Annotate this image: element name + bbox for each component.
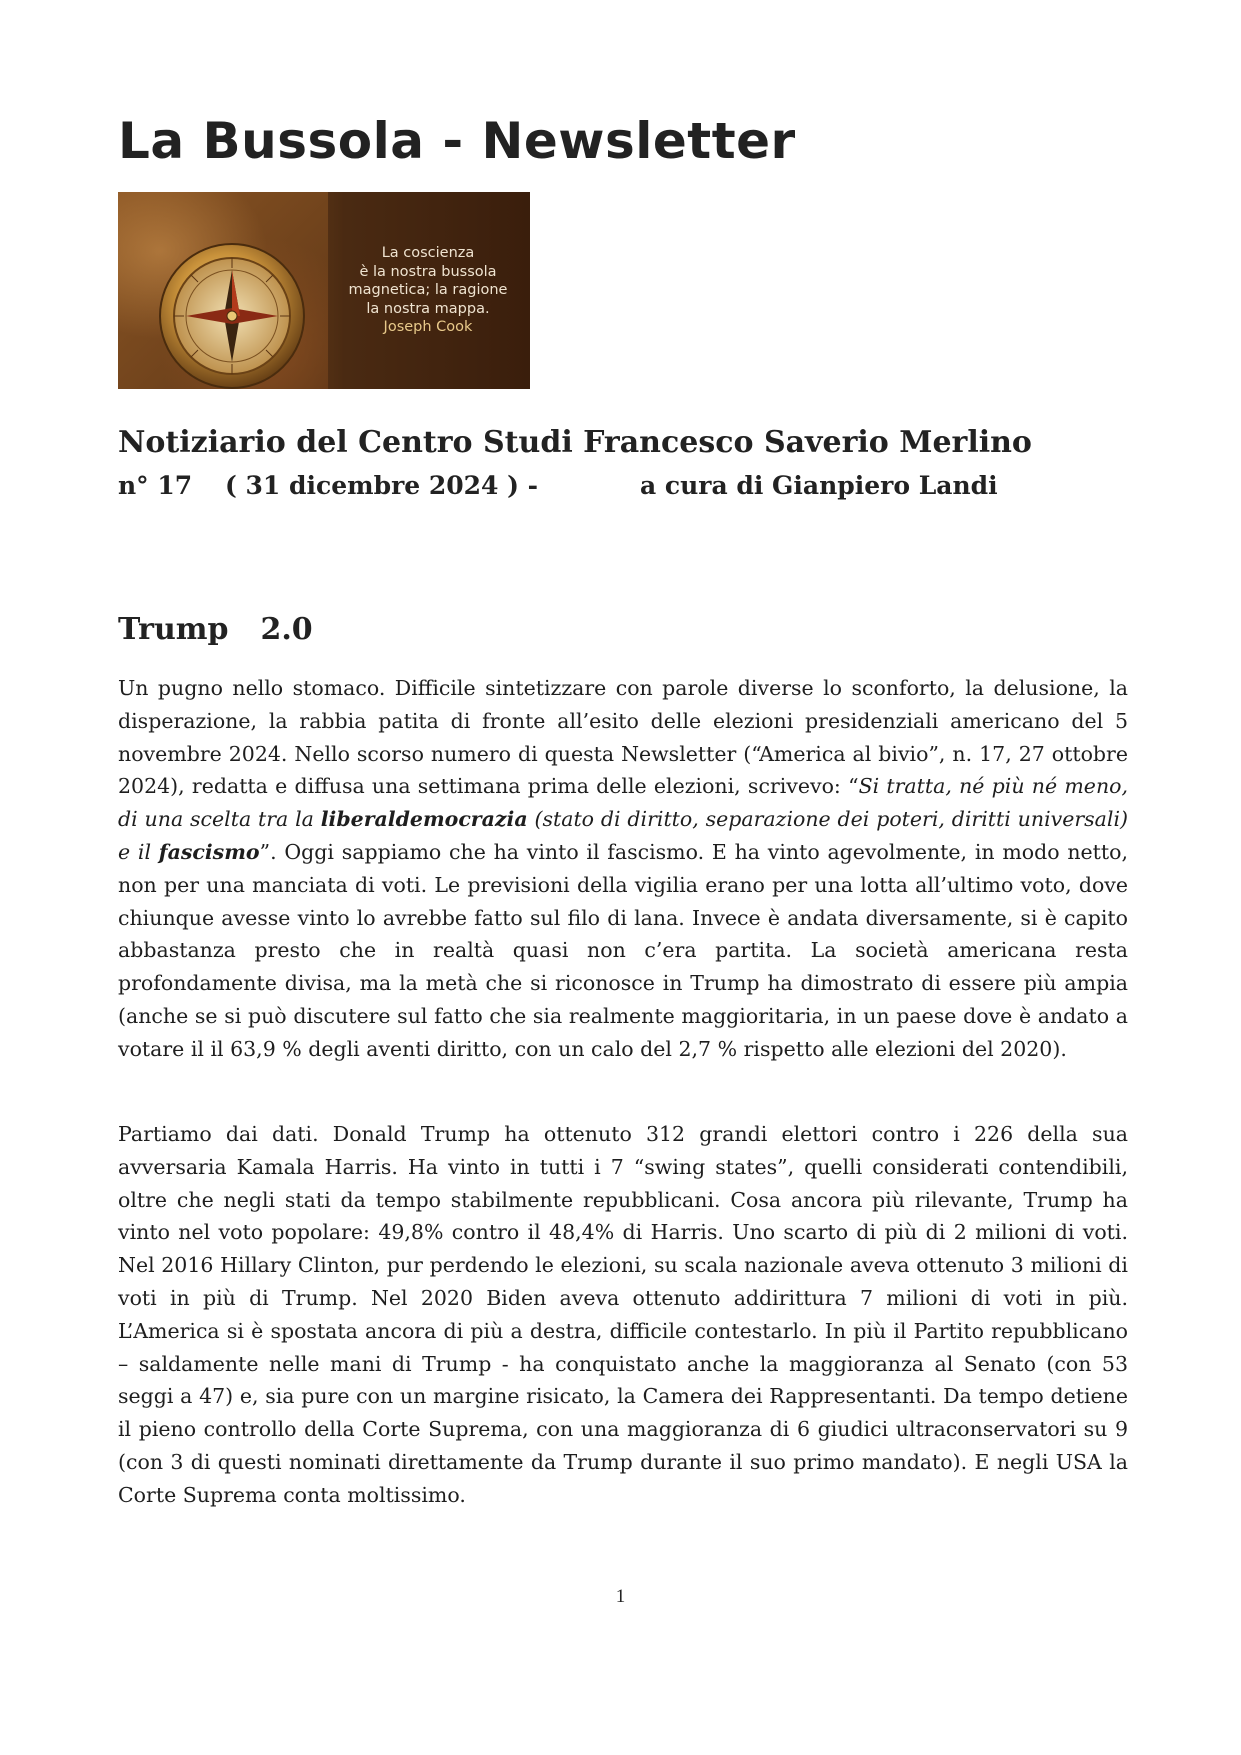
quote-line: la nostra mappa. (366, 300, 490, 317)
article-paragraph: Partiamo dai dati. Donald Trump ha ottenuto 312 grandi elettori contro i 226 della sua avversaria Kamala Harris. Ha vinto in tutti i 7 “swing states”, quelli considerati contendibili, oltre che negli stati da tempo stabilmente repubblicani. Cosa ancora più rilevante, Trump ha vinto nel voto popolare: 49,8% contro il 48,4% di Harris. Uno scarto di più di 2 milioni di voti. Nel 2016 Hillary Clinton, pur perdendo le elezioni, su scala nazionale aveva ottenuto 3 milioni di voti in più di Trump. Nel 2020 Biden aveva ottenuto addirittura 7 milioni di voti in più. L’America si è spostata ancora di più a destra, difficile contestarlo. In più il Partito repubblicano – saldamente nelle mani di Trump - ha conquistato anche la maggioranza al Senato (con 53 seggi a 47) e, sia pure con un margine risicato, la Camera dei Rappresentanti. Da tempo detiene il pieno controllo della Corte Suprema, con una maggioranza di 6 giudici ultraconservatori su 9 (con 3 di questi nominati direttamente da Trump durante il suo primo mandato). E negli USA la Corte Suprema conta moltissimo. (118, 1122, 1128, 1507)
banner-quote (344, 244, 512, 337)
quote-line: è la nostra bussola (359, 263, 497, 280)
page-number: 1 (615, 1586, 626, 1607)
issue-date: ( 31 dicembre 2024 ) - (225, 471, 539, 500)
quote-author: Joseph Cook (383, 319, 473, 335)
editor-credit: a cura di Gianpiero Landi (640, 471, 998, 500)
organization-heading: Notiziario del Centro Studi Francesco Saverio Merlino (118, 425, 1032, 460)
quote-line: La coscienza (381, 245, 475, 261)
paragraph-text: Un pugno nello stomaco. Difficile sintetizzare con parole diverse lo sconforto, la delusione, la disperazione, la rabbia patita di fronte all’esito delle elezioni presidenziali americano del 5 novembre 2024. Nello scorso numero di questa Newsletter (“America al bivio”, n. 17, 27 ottobre 2024), redatta e diffusa una settimana prima delle elezioni, scrivevo: “ (118, 676, 1128, 799)
emphasis-text: fascismo (158, 839, 260, 864)
article-title (118, 612, 313, 647)
article-title-version: 2.0 (260, 612, 313, 647)
compass-icon (156, 240, 308, 389)
article-paragraph (118, 672, 1128, 1066)
issue-number: n° 17 (118, 471, 193, 500)
quoted-text: (stato di diritto, separazione dei poteri, diritti universali) e il (118, 807, 1129, 864)
paragraph-text: ”. Oggi sappiamo che ha vinto il fascismo. E ha vinto agevolmente, in modo netto, non per una manciata di voti. Le previsioni della vigilia erano per una lotta all’ultimo voto, dove chiunque avesse vinto lo avrebbe fatto sul filo di lana. Invece è andata diversamente, si è capito abbastanza presto che in realtà quasi non c’era partita. La società americana resta profondamente divisa, ma la metà che si riconosce in Trump ha dimostrato di essere più ampia (anche se si può discutere sul fatto che sia realmente maggioritaria, in un paese dove è andato a votare il il 63,9 % degli aventi diritto, con un calo del 2,7 % rispetto alle elezioni del 2020). (118, 839, 1128, 1061)
quote-line: magnetica; la ragione (348, 282, 508, 298)
article-title-main: Trump (118, 612, 229, 647)
banner-image (118, 192, 530, 389)
emphasis-text: liberaldemocrazia (320, 807, 528, 832)
quoted-text: Si tratta, né più né meno, di una scelta tra la (118, 774, 1129, 832)
newsletter-title: La Bussola - Newsletter (118, 112, 796, 170)
